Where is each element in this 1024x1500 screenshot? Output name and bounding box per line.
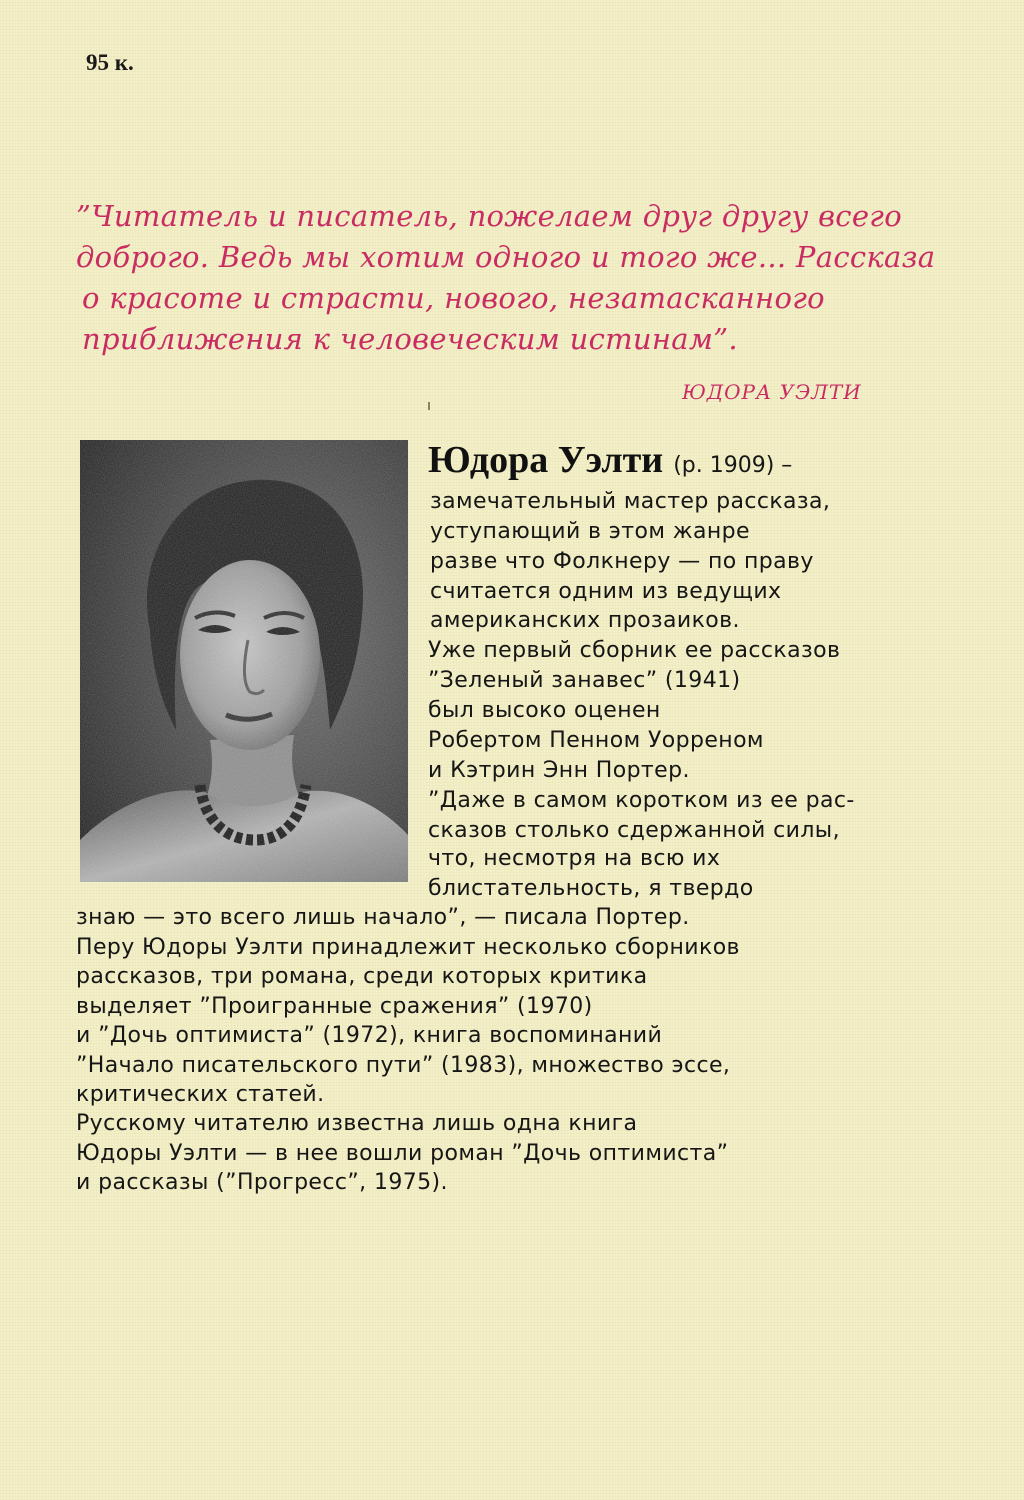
price-label: 95 к.	[86, 50, 134, 75]
bio-line: Робертом Пенном Уорреном	[428, 728, 764, 753]
author-years: (р. 1909) –	[673, 453, 793, 478]
bio-line: Уже первый сборник ее рассказов	[428, 638, 841, 663]
bio-line: критических статей.	[76, 1082, 325, 1107]
bio-line: уступающий в этом жанре	[430, 519, 750, 544]
bio-line: и рассказы (”Прогресс”, 1975).	[76, 1170, 448, 1195]
bio-line: считается одним из ведущих	[430, 579, 782, 604]
bio-line: был высоко оценен	[428, 698, 661, 723]
quote-line: ”Читатель и писатель, пожелаем друг другу всего	[76, 199, 903, 233]
bio-line: блистательность, я твердо	[428, 876, 754, 901]
bio-line: сказов столько сдержанной силы,	[428, 818, 840, 843]
bio-line: что, несмотря на всю их	[428, 846, 721, 871]
bio-line: Юдоры Уэлти — в нее вошли роман ”Дочь оптимиста”	[76, 1141, 729, 1166]
bio-line: ”Даже в самом коротком из ее рас-	[428, 788, 855, 813]
bio-line: ”Начало писательского пути” (1983), множество эссе,	[76, 1053, 731, 1078]
bio-line: Перу Юдоры Уэлти принадлежит несколько сборников	[76, 935, 740, 960]
quote-line: доброго. Ведь мы хотим одного и того же... Рассказа	[76, 240, 936, 274]
bio-line: замечательный мастер рассказа,	[430, 489, 831, 514]
bio-line: разве что Фолкнеру — по праву	[430, 549, 814, 574]
bio-line: и ”Дочь оптимиста” (1972), книга воспоминаний	[76, 1023, 663, 1048]
bio-line: выделяет ”Проигранные сражения” (1970)	[76, 994, 593, 1019]
print-mark	[428, 402, 430, 410]
bio-line: американских прозаиков.	[430, 608, 740, 633]
bio-line: знаю — это всего лишь начало”, — писала Портер.	[76, 905, 690, 930]
bio-line: и Кэтрин Энн Портер.	[428, 758, 690, 783]
bio-line: ”Зеленый занавес” (1941)	[428, 668, 741, 693]
bio-line: рассказов, три романа, среди которых критика	[76, 964, 648, 989]
author-name: Юдора Уэлти	[428, 439, 664, 481]
quote-line: о красоте и страсти, нового, незатасканного	[82, 281, 825, 315]
epigraph-quote	[76, 196, 986, 360]
portrait-photo-icon	[80, 440, 408, 882]
quote-line: приближения к человеческим истинам”.	[82, 322, 738, 356]
bio-line: Русскому читателю известна лишь одна книга	[76, 1111, 638, 1136]
bio-heading	[428, 438, 792, 482]
quote-attribution: ЮДОРА УЭЛТИ	[682, 380, 862, 404]
